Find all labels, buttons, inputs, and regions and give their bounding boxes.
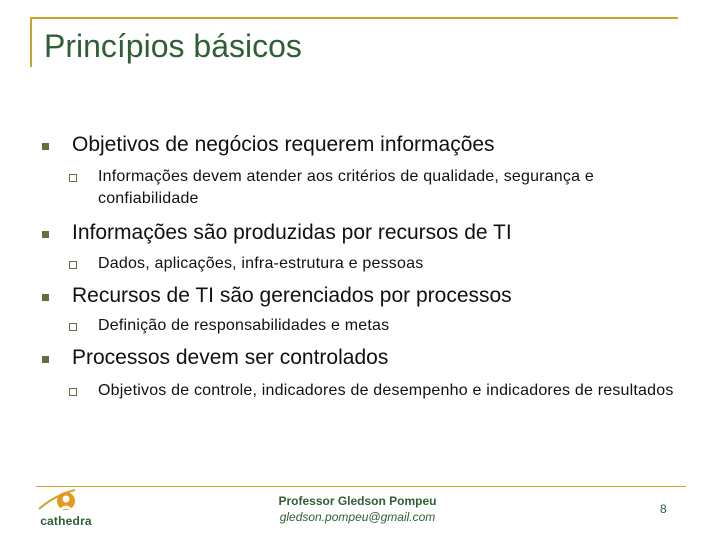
logo-text: cathedra (40, 514, 92, 528)
square-bullet-icon (42, 294, 49, 301)
hollow-square-bullet-icon (69, 174, 77, 182)
sub-bullet-item-1: Informações devem atender aos critérios de qualidade, segurança e confiabilidade (98, 168, 594, 207)
hollow-square-bullet-icon (69, 323, 77, 331)
square-bullet-icon (42, 231, 49, 238)
slide-title: Princípios básicos (44, 28, 302, 64)
cathedra-emblem-icon (35, 487, 97, 517)
page-number: 8 (660, 502, 667, 516)
sub-bullet-item-3: Definição de responsabilidades e metas (98, 317, 390, 334)
cathedra-logo (35, 487, 97, 531)
frame-left-rule (30, 17, 32, 67)
frame-top-rule (30, 17, 678, 19)
bullet-item-2: Informações são produzidas por recursos de TI (72, 221, 512, 244)
square-bullet-icon (42, 143, 49, 150)
bullet-item-3: Recursos de TI são gerenciados por processos (72, 284, 512, 307)
author-name: Professor Gledson Pompeu (278, 494, 437, 508)
square-bullet-icon (42, 356, 49, 363)
bullet-item-4: Processos devem ser controlados (72, 346, 389, 369)
footer-rule (36, 486, 686, 487)
bullet-item-1: Objetivos de negócios requerem informações (72, 133, 495, 156)
footer-credits (270, 494, 445, 524)
hollow-square-bullet-icon (69, 261, 77, 269)
sub-bullet-item-4: Objetivos de controle, indicadores de desempenho e indicadores de resultados (98, 382, 674, 399)
hollow-square-bullet-icon (69, 388, 77, 396)
author-email: gledson.pompeu@gmail.com (279, 510, 436, 524)
sub-bullet-item-2: Dados, aplicações, infra-estrutura e pessoas (98, 255, 424, 272)
